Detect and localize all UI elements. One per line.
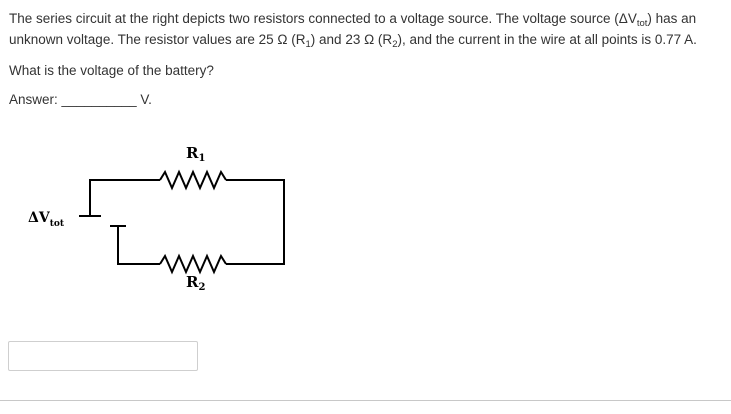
answer-unit: V. bbox=[140, 92, 152, 107]
answer-label: Answer: bbox=[9, 92, 58, 107]
answer-line bbox=[9, 89, 725, 110]
r1-label: $R_1$ bbox=[186, 144, 206, 164]
answer-blank: __________ bbox=[61, 92, 137, 107]
bottom-wire bbox=[118, 230, 160, 264]
top-wire bbox=[90, 180, 160, 216]
top-right-wire bbox=[226, 180, 284, 264]
source-label: $\Delta V_{tot}$ bbox=[28, 210, 65, 229]
r2-resistor bbox=[160, 256, 226, 272]
answer-input[interactable] bbox=[8, 341, 198, 371]
question-text bbox=[9, 8, 725, 110]
r1-resistor bbox=[160, 172, 226, 188]
bottom-divider bbox=[0, 400, 731, 401]
problem-statement: The series circuit at the right depicts two resistors connected to a voltage source. The voltage source $(\Delta V_{tot})$ has an unknown voltage. The resistor values are 25 Ω $(R_1)$ and 23 Ω $(R_2)$, and the current in the wire at all points is 0.77 A. bbox=[9, 11, 697, 50]
r2-label: $R_2$ bbox=[186, 273, 206, 293]
question-prompt: What is the voltage of the battery? bbox=[9, 63, 214, 78]
